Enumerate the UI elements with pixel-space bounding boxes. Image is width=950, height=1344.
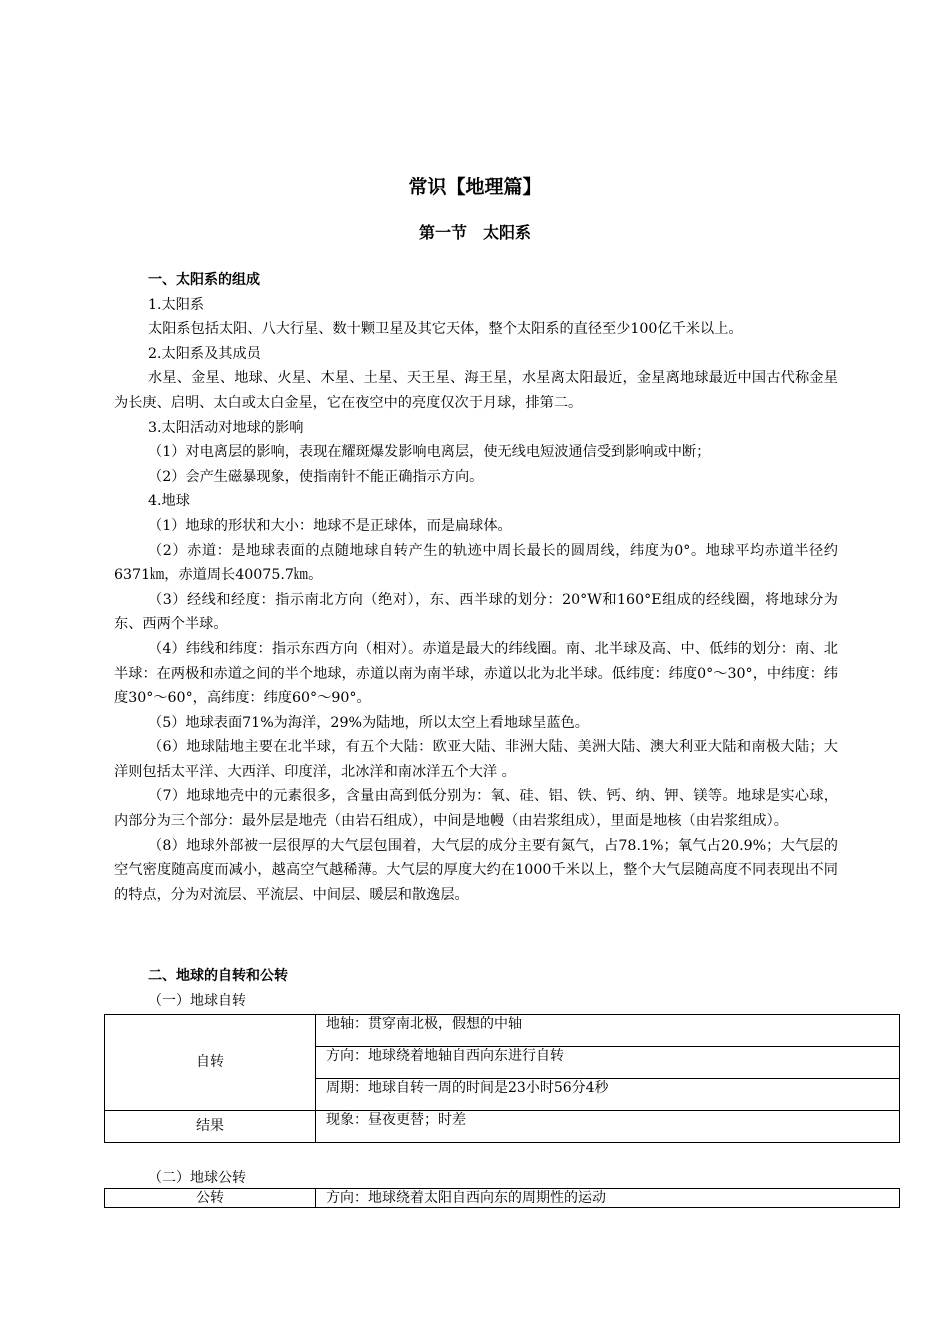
section-title: 第一节 太阳系 — [418, 223, 531, 242]
revolution-direction-cell: 方向：地球绕着太阳自西向东的周期性的运动 — [316, 1189, 900, 1208]
list-item: （3）经线和经度：指示南北方向（绝对），东、西半球的划分：20°W和160°E组成的经线圈，将地球分为东、西两个半球。 — [114, 591, 838, 633]
subheading-solar-activity: 3.太阳活动对地球的影响 — [148, 419, 304, 436]
axis-cell: 地轴：贯穿南北极，假想的中轴 — [316, 1015, 900, 1047]
revolution-label-cell: 公转 — [105, 1189, 316, 1208]
rotation-table — [104, 1014, 900, 1143]
heading-rotation-revolution: 二、地球的自转和公转 — [148, 968, 288, 984]
main-content — [114, 268, 838, 907]
heading-solar-system-composition: 一、太阳系的组成 — [148, 272, 260, 288]
subheading-solar-system: 1.太阳系 — [148, 296, 205, 313]
table-row — [105, 1111, 900, 1143]
paragraph-members: 水星、金星、地球、火星、木星、土星、天王星、海王星，水星离太阳最近，金星离地球最近中国古代称金星为长庚、启明、太白或太白金星，它在夜空中的亮度仅次于月球，排第二。 — [114, 370, 838, 411]
document-title: 常识【地理篇】 — [408, 176, 542, 198]
subheading-revolution: （二）地球公转 — [148, 1170, 246, 1186]
rotation-label-cell: 自转 — [105, 1015, 316, 1111]
list-item: （2）会产生磁暴现象，使指南针不能正确指示方向。 — [148, 468, 484, 485]
table-row — [105, 1189, 900, 1208]
list-item: （2）赤道：是地球表面的点随地球自转产生的轨迹中周长最长的圆周线，纬度为0°。地球平均赤道半径约6371㎞，赤道周长40075.7㎞。 — [114, 542, 838, 584]
direction-cell: 方向：地球绕着地轴自西向东进行自转 — [316, 1047, 900, 1079]
subheading-rotation: （一）地球自转 — [148, 993, 246, 1009]
result-label-cell: 结果 — [105, 1111, 316, 1143]
list-item: （5）地球表面71%为海洋，29%为陆地，所以太空上看地球呈蓝色。 — [148, 714, 589, 731]
revolution-table — [104, 1188, 900, 1208]
subheading-members: 2.太阳系及其成员 — [148, 345, 261, 362]
paragraph-solar-system: 太阳系包括太阳、八大行星、数十颗卫星及其它天体，整个太阳系的直径至少100亿千米以上。 — [148, 321, 743, 338]
list-item: （4）纬线和纬度：指示东西方向（相对）。赤道是最大的纬线圈。南、北半球及高、中、低纬的划分：南、北半球：在两极和赤道之间的半个地球，赤道以南为南半球，赤道以北为北半球。低纬度：纬度0°～30°，中纬度：纬度30°～60°，高纬度：纬度60°～90°。 — [114, 640, 838, 707]
list-item: （8）地球外部被一层很厚的大气层包围着，大气层的成分主要有氮气，占78.1%；氧气占20.9%；大气层的空气密度随高度而减小，越高空气越稀薄。大气层的厚度大约在1000千米以上，整个大气层随高度不同表现出不同的特点，分为对流层、平流层、中间层、暖层和散逸层。 — [114, 837, 838, 903]
result-cell: 现象：昼夜更替；时差 — [316, 1111, 900, 1143]
subheading-earth: 4.地球 — [148, 493, 190, 510]
list-item: （7）地球地壳中的元素很多，含量由高到低分别为：氧、硅、铝、铁、钙、纳、钾、镁等。地球是实心球，内部分为三个部分：最外层是地壳（由岩石组成），中间是地幔（由岩浆组成），里面是地核（由岩浆组成）。 — [114, 788, 838, 830]
period-cell: 周期：地球自转一周的时间是23小时56分4秒 — [316, 1079, 900, 1111]
list-item: （1）对电离层的影响，表现在耀斑爆发影响电离层，使无线电短波通信受到影响或中断； — [148, 444, 711, 461]
table-row — [105, 1015, 900, 1047]
list-item: （1）地球的形状和大小：地球不是正球体，而是扁球体。 — [148, 517, 512, 534]
list-item: （6）地球陆地主要在北半球，有五个大陆：欧亚大陆、非洲大陆、美洲大陆、澳大利亚大陆和南极大陆；大洋则包括太平洋、大西洋、印度洋，北冰洋和南冰洋五个大洋 。 — [114, 739, 838, 780]
